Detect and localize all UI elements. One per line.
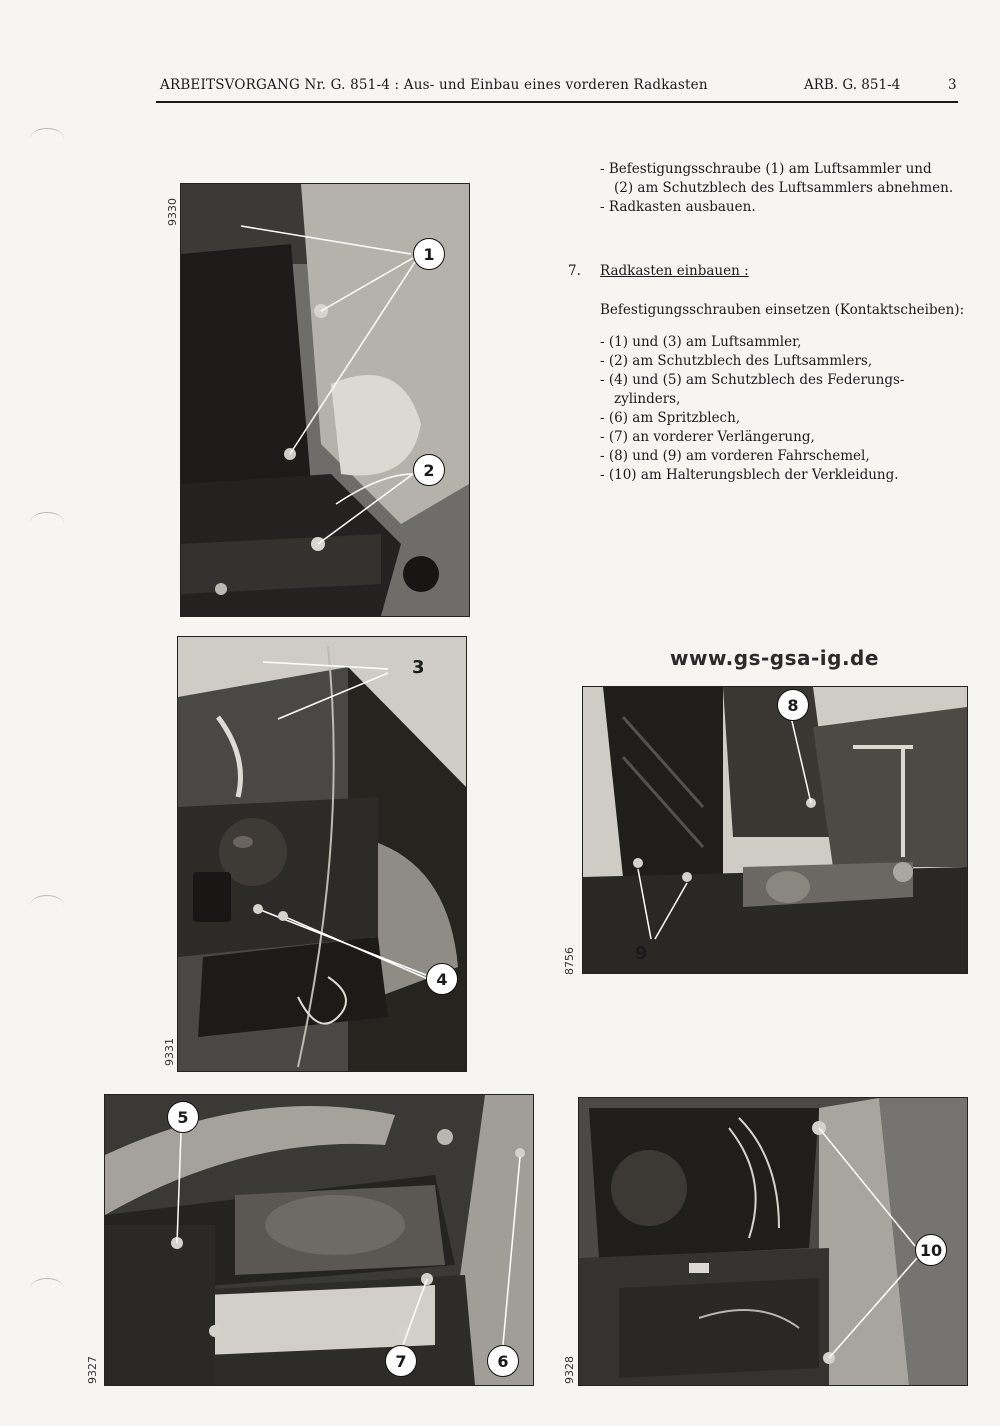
step-line: - Radkasten ausbauen.	[600, 199, 756, 215]
page-number: 3	[948, 77, 957, 93]
install-item: - (1) und (3) am Luftsammler,	[600, 334, 802, 350]
callout-4: 4	[426, 963, 458, 995]
install-item: - (7) an vorderer Verlängerung,	[600, 429, 815, 445]
punch-hole-mark	[30, 1278, 64, 1299]
step-line: - Befestigungsschraube (1) am Luftsammler und	[600, 161, 932, 177]
punch-hole-mark	[30, 512, 64, 533]
photo-9327	[104, 1094, 534, 1386]
photo-9328	[578, 1097, 968, 1386]
callout-6: 6	[487, 1345, 519, 1377]
photo-number: 9331	[163, 1038, 176, 1066]
callout-10: 10	[915, 1234, 947, 1266]
callout-3: 3	[412, 657, 425, 678]
install-items	[600, 333, 970, 485]
section-intro: Befestigungsschrauben einsetzen (Kontaktscheiben):	[600, 302, 965, 318]
callout-5: 5	[167, 1101, 199, 1133]
install-item: - (2) am Schutzblech des Luftsammlers,	[600, 353, 873, 369]
photo-number: 8756	[563, 947, 576, 975]
punch-hole-mark	[30, 895, 64, 916]
photo-number: 9330	[166, 198, 179, 226]
photo-9330	[180, 183, 470, 617]
punch-hole-mark	[30, 128, 64, 149]
website-watermark: www.gs-gsa-ig.de	[670, 646, 879, 670]
header-rule	[156, 101, 958, 103]
install-item: - (8) und (9) am vorderen Fahrschemel,	[600, 448, 870, 464]
photo-9331-illustration	[178, 637, 466, 1071]
photo-number: 9328	[563, 1356, 576, 1384]
photo-9327-illustration	[105, 1095, 533, 1385]
header-reference: ARB. G. 851-4	[804, 77, 901, 93]
section-number: 7.	[568, 263, 581, 279]
section-title: Radkasten einbauen :	[600, 263, 749, 279]
callout-8: 8	[777, 689, 809, 721]
photo-8756-illustration	[583, 687, 967, 973]
photo-9331	[177, 636, 467, 1072]
callout-2: 2	[413, 454, 445, 486]
photo-8756	[582, 686, 968, 974]
install-item: - (4) und (5) am Schutzblech des Federungs-	[600, 372, 905, 388]
header-title: ARBEITSVORGANG Nr. G. 851-4 : Aus- und Einbau eines vorderen Radkasten	[160, 77, 708, 93]
callout-9: 9	[635, 943, 648, 964]
install-item: - (6) am Spritzblech,	[600, 410, 741, 426]
removal-steps	[600, 160, 970, 217]
install-item: - (10) am Halterungsblech der Verkleidung.	[600, 467, 899, 483]
install-item: zylinders,	[614, 391, 681, 407]
step-line: (2) am Schutzblech des Luftsammlers abnehmen.	[614, 180, 954, 196]
photo-number: 9327	[86, 1356, 99, 1384]
photo-9328-illustration	[579, 1098, 967, 1385]
callout-7: 7	[385, 1345, 417, 1377]
callout-1: 1	[413, 238, 445, 270]
